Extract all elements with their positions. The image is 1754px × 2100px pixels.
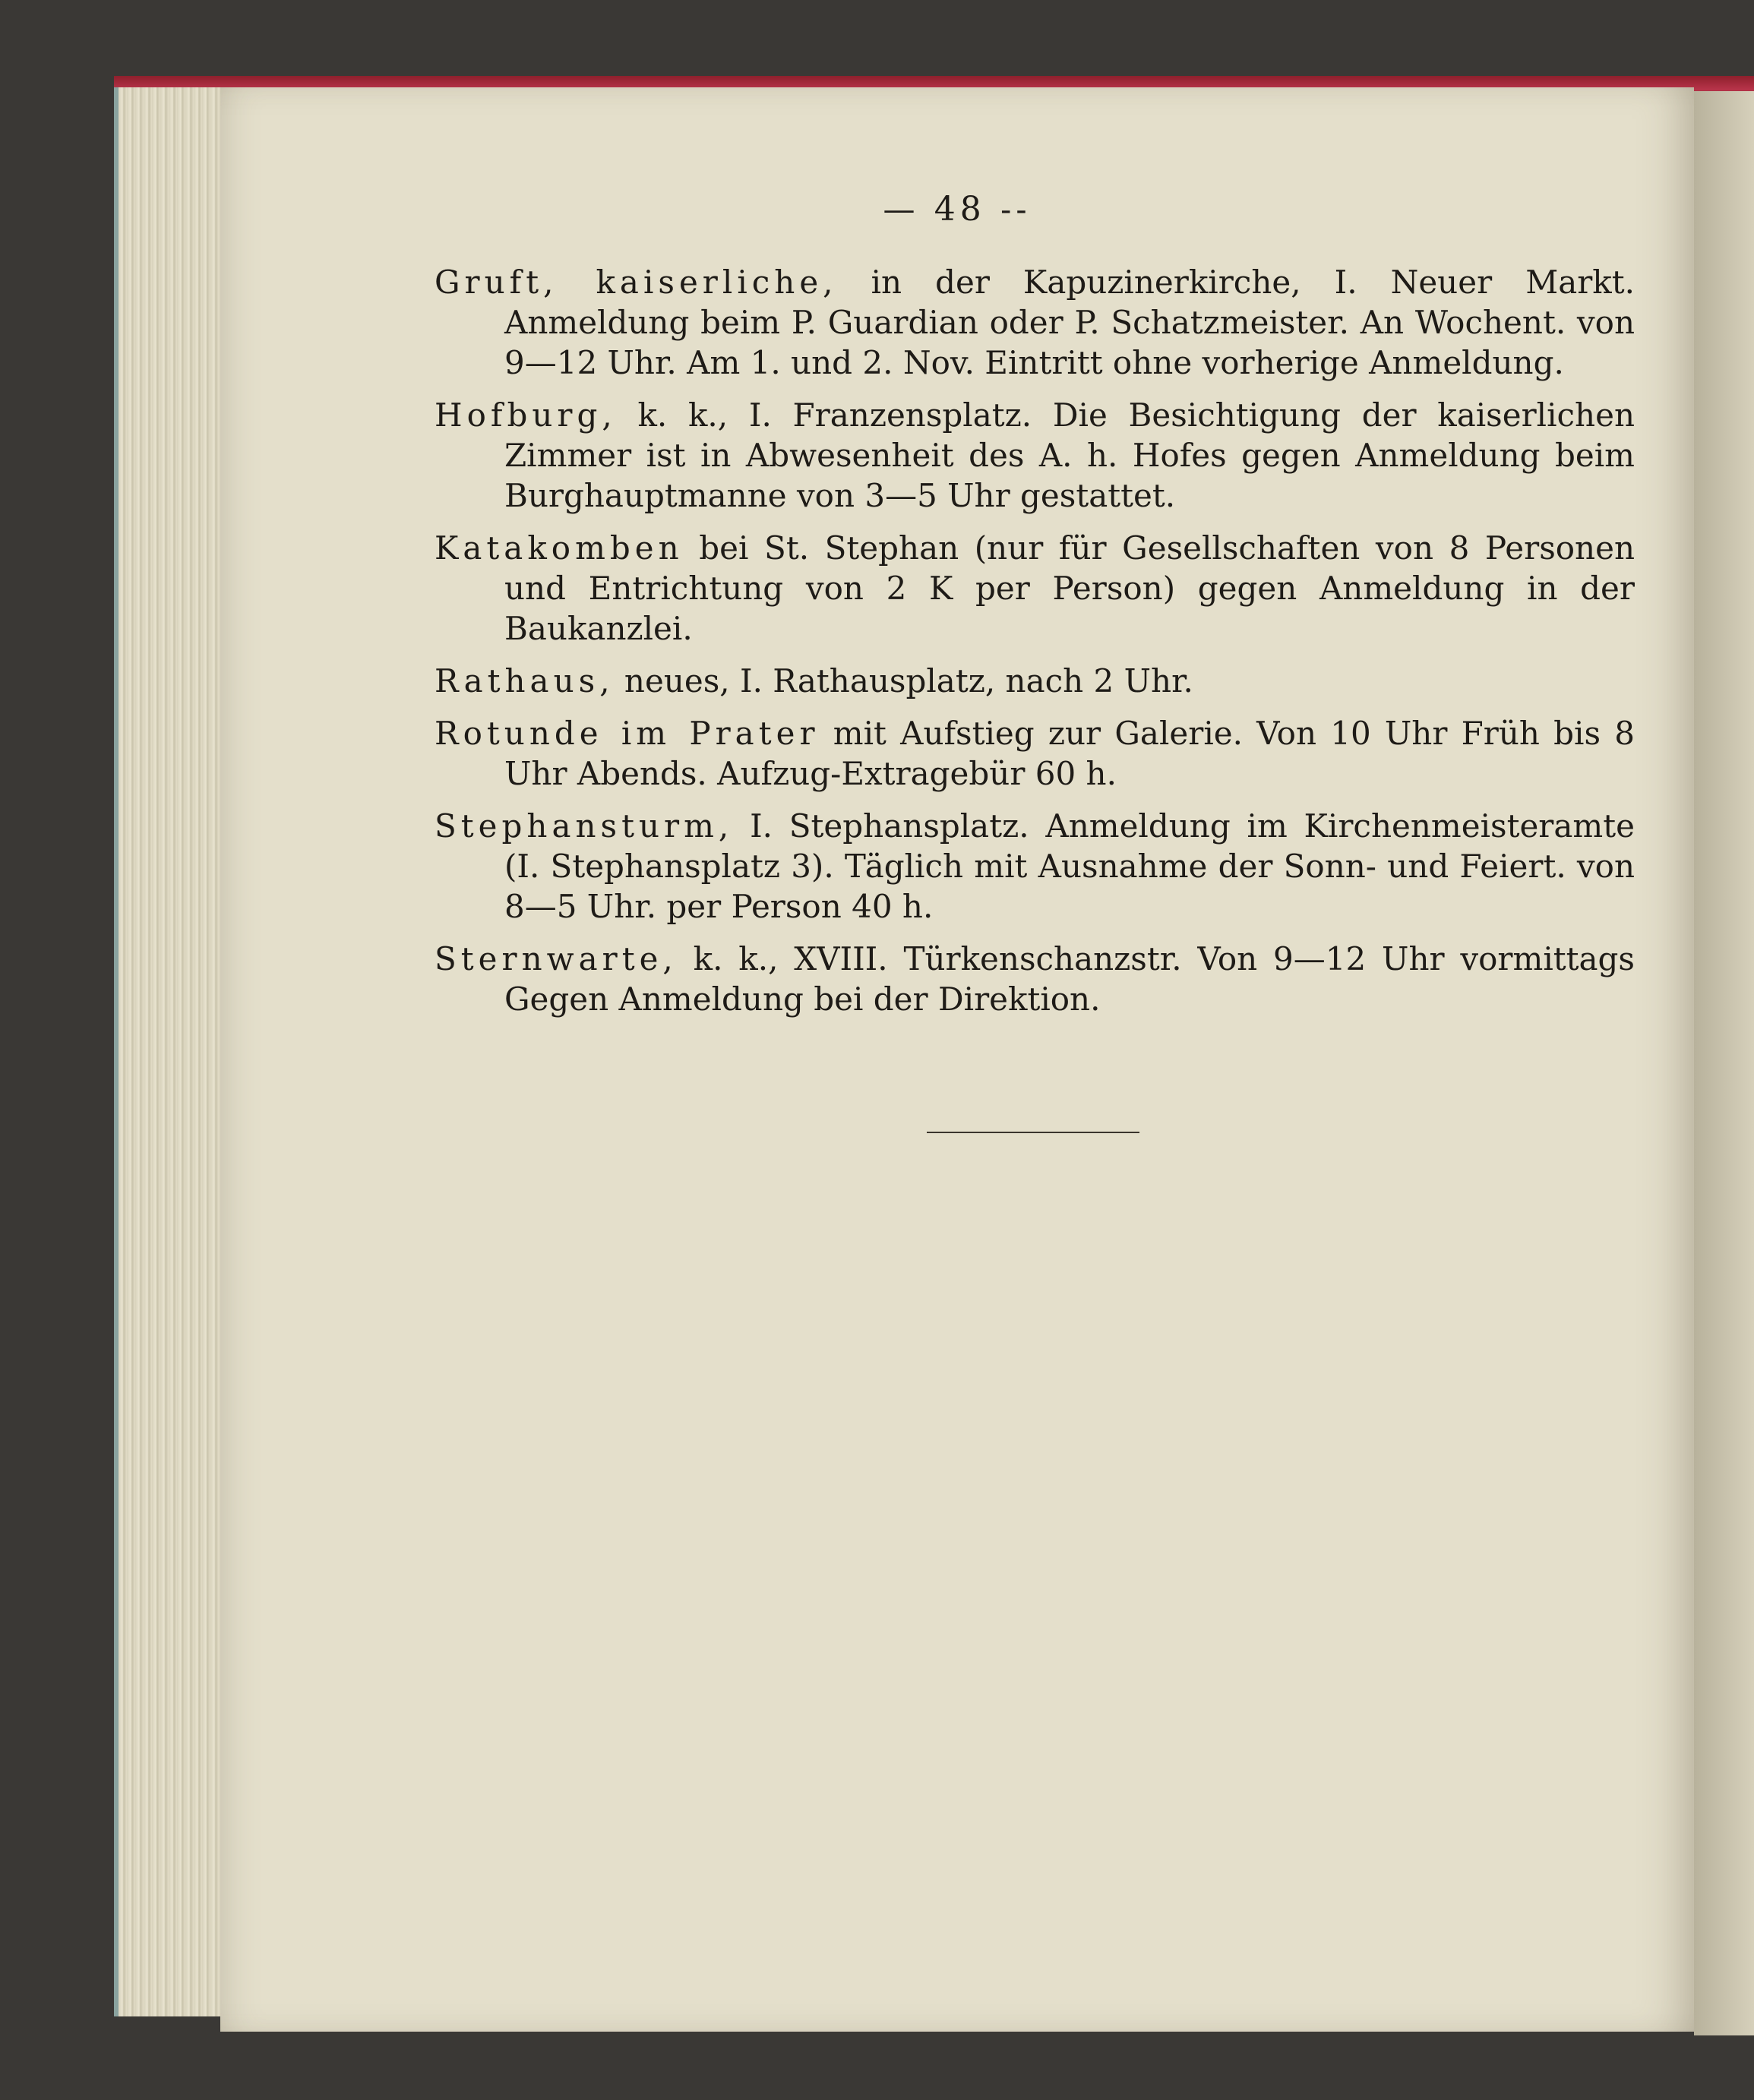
entry-text: neues, I. Rathausplatz, nach 2 Uhr. — [624, 662, 1193, 699]
header-dash-left: — — [883, 191, 920, 228]
entry-text: k. k., XVIII. Türkenschanzstr. Von 9—12 Uhr vormittags Gegen Anmeldung bei der Direktion. — [504, 940, 1635, 1018]
entry-term: Gruft, kaiserliche, — [435, 264, 838, 301]
entry-hofburg — [435, 395, 1635, 516]
entry-rotunde — [435, 713, 1635, 794]
header-dash-right: -- — [1000, 191, 1032, 228]
entry-text: bei St. Stephan (nur für Gesellschaften von 8 Personen und Entrichtung von 2 K per Person) gegen Anmeldung in der Baukanzlei. — [504, 529, 1635, 647]
entry-sternwarte — [435, 939, 1635, 1019]
entry-term: Rathaus, — [435, 662, 615, 699]
page-stack-edge — [114, 87, 228, 2016]
entry-term: Katakomben — [435, 529, 684, 567]
entry-rathaus — [435, 661, 1635, 701]
entry-text: I. Stephansplatz. Anmeldung im Kirchenmeisteramte (I. Stephansplatz 3). Täglich mit Ausnahme der Sonn- und Feiert. von 8—5 Uhr. per Person 40 h. — [504, 807, 1635, 925]
entry-term: Rotunde im Prater — [435, 715, 820, 752]
entry-katakomben — [435, 528, 1635, 649]
page-header — [220, 190, 1694, 229]
section-divider — [927, 1132, 1139, 1133]
entry-text: k. k., I. Franzensplatz. Die Besichtigung der kaiserlichen Zimmer ist in Abwesenheit des A. h. Hofes gegen Anmeldung beim Burghauptmanne von 3—5 Uhr gestattet. — [504, 396, 1635, 514]
entry-term: Sternwarte, — [435, 940, 678, 977]
facing-page-edge — [1694, 91, 1754, 2035]
entry-text: mit Aufstieg zur Galerie. Von 10 Uhr Früh bis 8 Uhr Abends. Aufzug-Extragebür 60 h. — [504, 715, 1635, 792]
entry-text: in der Kapuzinerkirche, I. Neuer Markt. Anmeldung beim P. Guardian oder P. Schatzmeister. An Wochent. von 9—12 Uhr. Am 1. und 2. Nov. Eintritt ohne vorherige Anmeldung. — [504, 264, 1635, 381]
page-number: 48 — [934, 190, 986, 229]
entry-stephansturm — [435, 806, 1635, 927]
entry-gruft — [435, 262, 1635, 383]
entry-term: Stephansturm, — [435, 807, 734, 845]
entry-list — [435, 262, 1635, 1031]
entry-term: Hofburg, — [435, 396, 617, 434]
book-page — [220, 87, 1694, 2032]
